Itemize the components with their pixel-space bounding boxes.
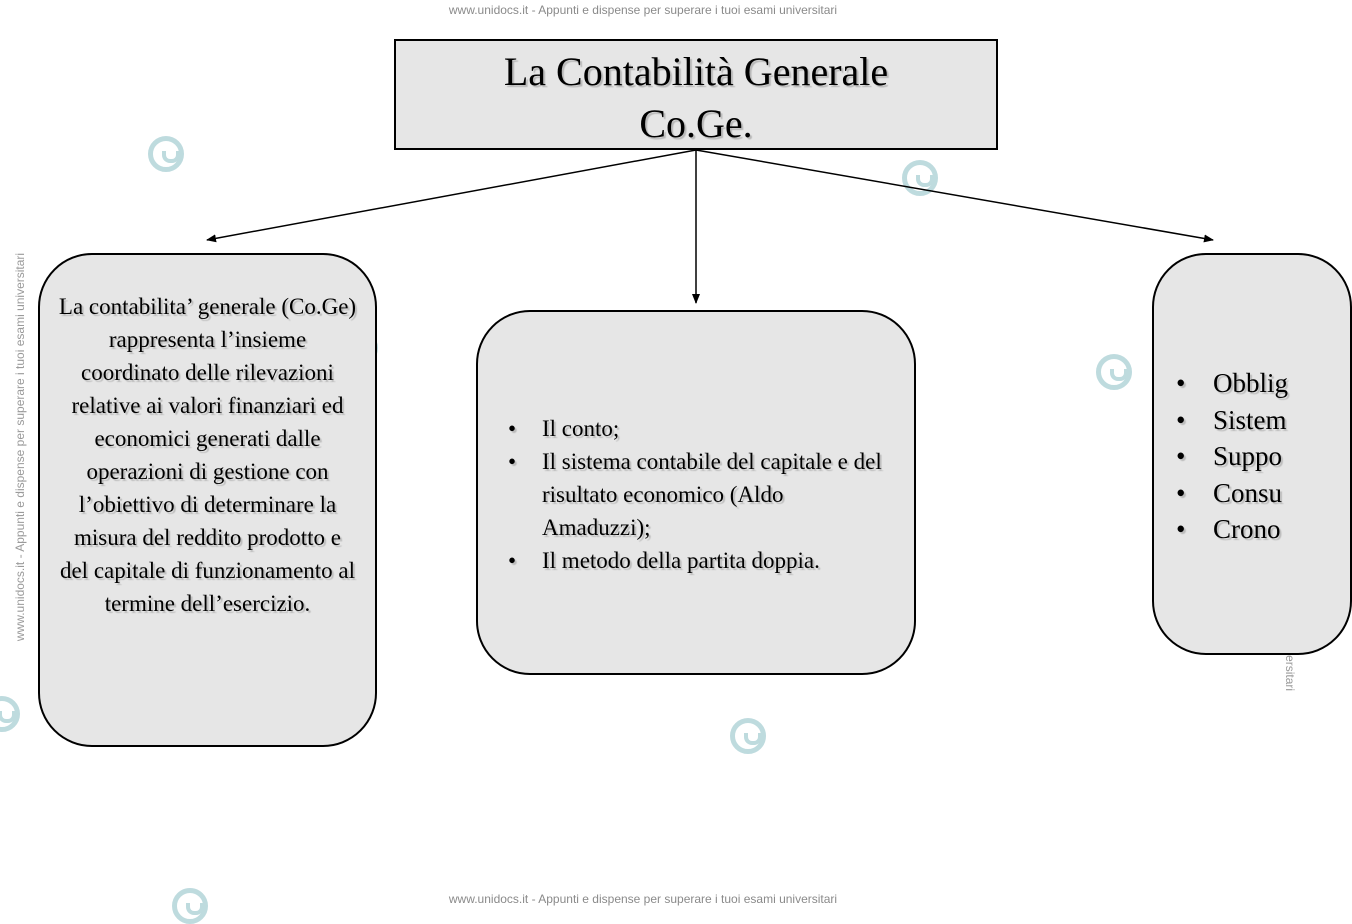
components-list (508, 412, 894, 577)
list-item: • Obblig (1176, 365, 1350, 402)
list-item: • Il sistema contabile del capitale e del risultato economico (Aldo Amaduzzi); (508, 445, 894, 544)
definition-node (38, 253, 377, 747)
definition-text: La contabilita’ generale (Co.Ge) rappresenta l’insieme coordinato delle rilevazioni relative ai valori finanziari ed economici generati dalle operazioni di gestione con l’obiettivo di determinare la misura del reddito prodotto e del capitale di funzionamento al termine dell’esercizio. (58, 294, 357, 616)
watermark-top: www.unidocs.it - Appunti e dispense per superare i tuoi esami universitari (448, 3, 838, 17)
list-item: • Il conto; (508, 412, 894, 445)
watermark-bottom: www.unidocs.it - Appunti e dispense per superare i tuoi esami universitari (448, 892, 838, 906)
diagram-title-box (394, 39, 998, 150)
list-item: • Crono (1176, 511, 1350, 548)
list-item: • Suppo (1176, 438, 1350, 475)
characteristics-list (1176, 365, 1350, 548)
watermark-side-left: www.unidocs.it - Appunti e dispense per superare i tuoi esami universitari (13, 252, 27, 642)
list-item: • Consu (1176, 475, 1350, 512)
components-node (476, 310, 916, 675)
arrow-to-right-node (696, 150, 1213, 240)
list-item: • Sistem (1176, 402, 1350, 439)
title-line-1: La Contabilità Generale (503, 49, 889, 94)
characteristics-node (1152, 253, 1352, 655)
arrow-to-left-node (207, 150, 696, 240)
list-item: • Il metodo della partita doppia. (508, 544, 894, 577)
title-line-2: Co.Ge. (639, 101, 753, 146)
